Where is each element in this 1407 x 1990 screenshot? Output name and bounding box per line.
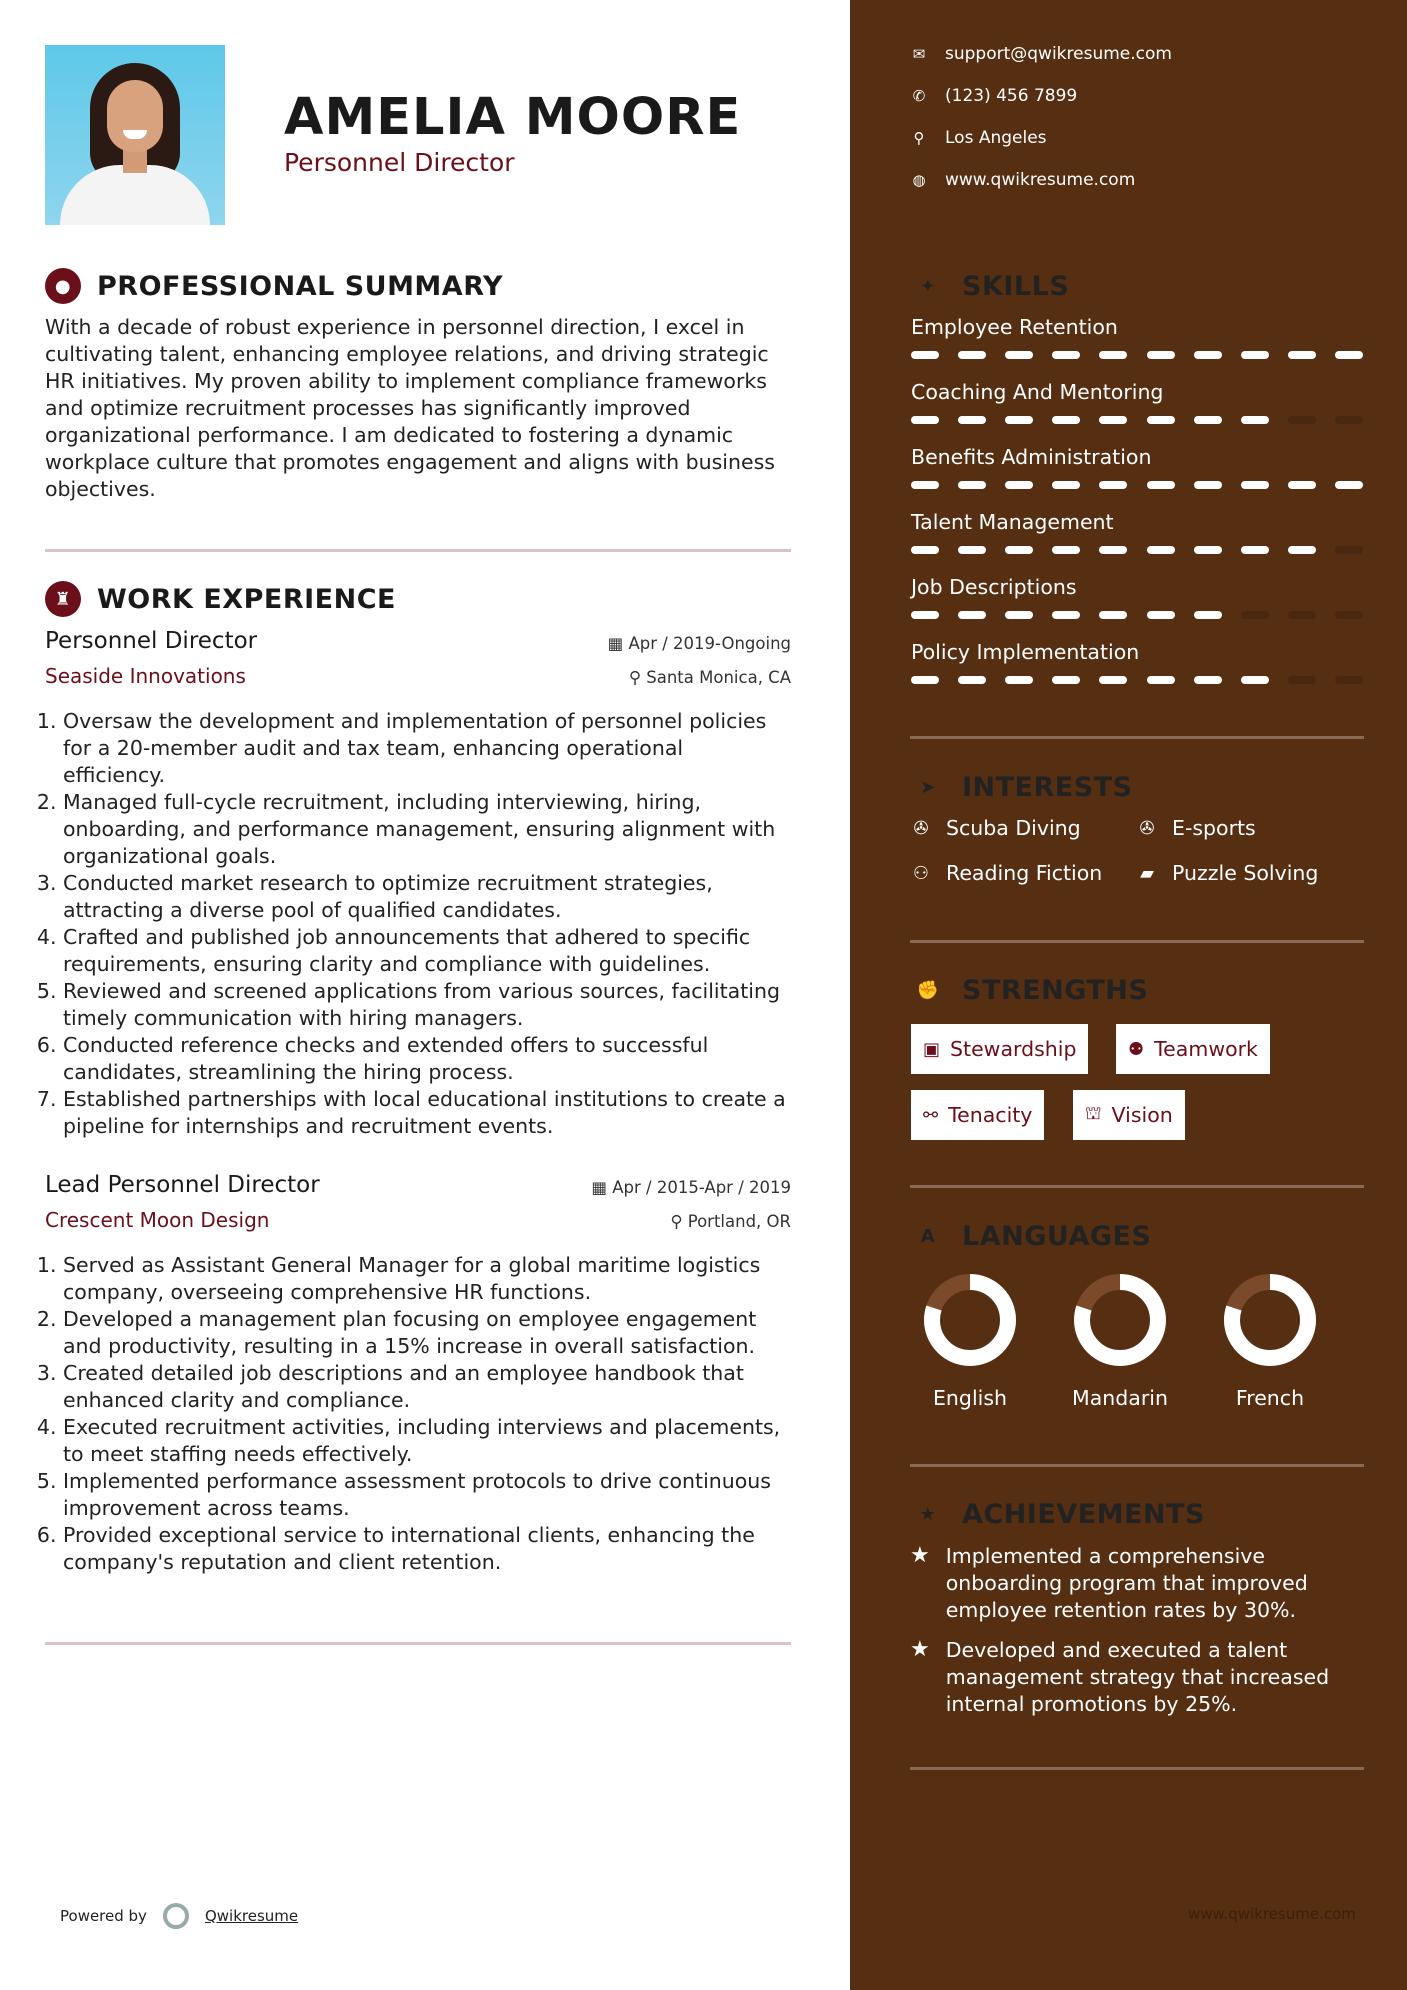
experience-heading-label: WORK EXPERIENCE xyxy=(97,583,396,615)
interests-heading xyxy=(910,769,1133,805)
skill-label: Employee Retention xyxy=(911,315,1118,339)
skill-rating-dot xyxy=(911,416,939,424)
skill-rating-dot xyxy=(1194,611,1222,619)
skill-rating-dot xyxy=(958,546,986,554)
job-bullet: 3. Conducted market research to optimize recruitment strategies, attracting a diverse pool of qualified candidates. xyxy=(63,870,791,924)
phone-icon: ✆ xyxy=(912,87,926,105)
skill-label: Benefits Administration xyxy=(911,445,1152,469)
job-date-text: Apr / 2015-Apr / 2019 xyxy=(612,1178,791,1197)
job-bullets xyxy=(45,1252,791,1576)
achievements-heading xyxy=(910,1496,1205,1532)
interest-item xyxy=(910,816,1081,840)
interests-heading-label: INTERESTS xyxy=(962,771,1133,803)
job-bullet: 4. Crafted and published job announcements that adhered to specific requirements, ensuring clarity and compliance with guidelines. xyxy=(63,924,791,978)
skill-rating-dot xyxy=(1194,351,1222,359)
translate-icon: A xyxy=(920,1225,936,1247)
skill-item xyxy=(911,640,1363,684)
calendar-icon: ▦ xyxy=(591,1178,607,1197)
achievement-item xyxy=(910,1543,1360,1624)
skill-rating-dot xyxy=(1147,676,1175,684)
job-bullet: 5. Reviewed and screened applications from various sources, facilitating timely communication with hiring managers. xyxy=(63,978,791,1032)
skill-item xyxy=(911,380,1363,424)
contact-location-text: Los Angeles xyxy=(945,128,1047,148)
powered-by xyxy=(60,1903,298,1929)
achievement-text: Implemented a comprehensive onboarding program that improved employee retention rates by 30%. xyxy=(945,1544,1308,1622)
skill-rating-dot xyxy=(1194,546,1222,554)
skill-rating-dot xyxy=(1052,676,1080,684)
skill-rating-dot xyxy=(1335,676,1363,684)
skill-rating-dot xyxy=(1288,351,1316,359)
summary-text: With a decade of robust experience in personnel direction, I excel in cultivating talent, enhancing employee relations, and driving strategic HR initiatives. My proven ability to implement compliance frameworks and optimize recruitment processes has significantly improved organizational performance. I am dedicated to fostering a dynamic workplace culture that promotes engagement and aligns with business objectives. xyxy=(45,315,775,501)
job-title: Personnel Director xyxy=(45,628,258,654)
job-bullet: 1. Oversaw the development and implementation of personnel policies for a 20-member audit and tax team, enhancing operational efficiency. xyxy=(63,708,791,789)
skill-rating-dot xyxy=(911,351,939,359)
achievement-item xyxy=(910,1637,1360,1718)
skill-rating-dot xyxy=(1147,546,1175,554)
skill-rating-dot xyxy=(1099,676,1127,684)
skills-heading-label: SKILLS xyxy=(962,270,1070,302)
globe-icon: ◍ xyxy=(912,171,926,189)
skill-rating xyxy=(911,481,1363,489)
skill-label: Talent Management xyxy=(911,510,1114,534)
job-bullets xyxy=(45,708,791,1140)
skill-rating-dot xyxy=(1194,481,1222,489)
skill-rating-dot xyxy=(1288,546,1316,554)
job-location xyxy=(629,668,791,687)
skill-rating-dot xyxy=(1147,416,1175,424)
divider xyxy=(910,940,1364,943)
language-item xyxy=(1055,1272,1185,1410)
skill-rating-dot xyxy=(1335,611,1363,619)
company-name: Crescent Moon Design xyxy=(45,1208,270,1232)
divider xyxy=(45,1642,791,1645)
job-bullet: 7. Established partnerships with local educational institutions to create a pipeline for internships and recruitment events. xyxy=(63,1086,791,1140)
skills-heading xyxy=(910,268,1069,304)
skill-label: Policy Implementation xyxy=(911,640,1140,664)
skill-rating-dot xyxy=(958,416,986,424)
fist-icon: ✊ xyxy=(916,979,940,1001)
qwikresume-logo-icon xyxy=(163,1903,189,1929)
skill-rating-dot xyxy=(1241,351,1269,359)
contact-website-text: www.qwikresume.com xyxy=(945,170,1136,190)
skill-label: Coaching And Mentoring xyxy=(911,380,1164,404)
skill-rating xyxy=(911,611,1363,619)
skill-rating-dot xyxy=(1288,481,1316,489)
job-bullet: 2. Managed full-cycle recruitment, including interviewing, hiring, onboarding, and performance management, ensuring alignment with organizational goals. xyxy=(63,789,791,870)
brand-link[interactable]: Qwikresume xyxy=(204,1907,299,1925)
achievement-text: Developed and executed a talent management strategy that increased internal promotions by 25%. xyxy=(945,1638,1330,1716)
interest-item xyxy=(910,861,1102,885)
skill-rating-dot xyxy=(1147,611,1175,619)
contact-email-text: support@qwikresume.com xyxy=(945,44,1172,64)
skill-rating-dot xyxy=(911,481,939,489)
skill-rating xyxy=(911,416,1363,424)
skill-rating-dot xyxy=(1052,416,1080,424)
job-entry xyxy=(45,1172,791,1576)
language-item xyxy=(1205,1272,1335,1410)
contact-phone[interactable] xyxy=(910,86,1077,106)
strength-badge xyxy=(1116,1024,1270,1074)
language-ring xyxy=(1222,1272,1318,1368)
paper-plane-icon: ➤ xyxy=(920,776,936,798)
experience-heading xyxy=(45,581,396,617)
divider xyxy=(910,1185,1364,1188)
gamepad-icon: ⚇ xyxy=(912,862,930,884)
skill-rating-dot xyxy=(911,546,939,554)
footer-url[interactable]: www.qwikresume.com xyxy=(1188,1905,1356,1923)
user-icon: ● xyxy=(45,268,81,304)
skill-rating-dot xyxy=(1335,546,1363,554)
skill-rating-dot xyxy=(911,611,939,619)
skill-item xyxy=(911,445,1363,489)
skill-rating-dot xyxy=(1241,611,1269,619)
star-badge-icon: ★ xyxy=(919,1503,937,1525)
skill-rating-dot xyxy=(1005,416,1033,424)
language-ring xyxy=(922,1272,1018,1368)
job-location xyxy=(670,1212,791,1231)
strengths-heading xyxy=(910,972,1148,1008)
interest-label: E-sports xyxy=(1172,816,1256,840)
skill-rating-dot xyxy=(1099,351,1127,359)
strength-label: Teamwork xyxy=(1154,1037,1258,1061)
job-location-text: Portland, OR xyxy=(687,1212,791,1231)
skill-rating-dot xyxy=(958,351,986,359)
skill-rating-dot xyxy=(1005,611,1033,619)
skill-rating-dot xyxy=(1052,546,1080,554)
skill-label: Job Descriptions xyxy=(911,575,1077,599)
skill-rating-dot xyxy=(1147,351,1175,359)
job-location-text: Santa Monica, CA xyxy=(646,668,791,687)
skill-rating-dot xyxy=(958,676,986,684)
interest-label: Scuba Diving xyxy=(946,816,1081,840)
language-label: English xyxy=(932,1386,1008,1410)
skill-rating-dot xyxy=(1005,546,1033,554)
link-icon: ⚯ xyxy=(923,1104,939,1126)
skill-rating-dot xyxy=(1241,481,1269,489)
binoculars-icon: ⛫ xyxy=(1085,1103,1102,1124)
skill-rating-dot xyxy=(1288,416,1316,424)
divider xyxy=(910,1767,1364,1770)
lifebuoy-icon: ✇ xyxy=(913,817,929,839)
job-date xyxy=(591,1178,791,1197)
job-bullet: 1. Served as Assistant General Manager for a global maritime logistics company, overseeing comprehensive HR functions. xyxy=(63,1252,791,1306)
pin-icon: ⚲ xyxy=(628,668,642,687)
skill-rating-dot xyxy=(958,481,986,489)
lightbulb-icon: ✦ xyxy=(920,275,936,297)
skill-rating xyxy=(911,546,1363,554)
skill-rating-dot xyxy=(1099,416,1127,424)
interest-item xyxy=(1136,816,1256,840)
pin-icon: ⚲ xyxy=(670,1212,683,1231)
skill-rating-dot xyxy=(1335,416,1363,424)
job-title: Lead Personnel Director xyxy=(45,1172,320,1198)
skill-rating-dot xyxy=(1194,416,1222,424)
star-icon: ★ xyxy=(910,1543,930,1568)
skill-rating-dot xyxy=(1052,351,1080,359)
language-item xyxy=(905,1272,1035,1410)
contact-email[interactable] xyxy=(910,44,1172,64)
languages-heading-label: LANGUAGES xyxy=(962,1220,1152,1252)
job-entry xyxy=(45,628,791,1140)
powered-label: Powered by xyxy=(60,1907,147,1925)
languages-heading xyxy=(910,1218,1151,1254)
skill-rating xyxy=(911,351,1363,359)
lifebuoy-icon: ✇ xyxy=(1139,817,1155,839)
candidate-title: Personnel Director xyxy=(284,148,515,177)
job-bullet: 6. Provided exceptional service to international clients, enhancing the company's reputation and client retention. xyxy=(63,1522,791,1576)
skill-rating-dot xyxy=(958,611,986,619)
job-bullet: 4. Executed recruitment activities, including interviews and placements, to meet staffing needs effectively. xyxy=(63,1414,791,1468)
contact-phone-text: (123) 456 7899 xyxy=(945,86,1078,106)
skill-rating-dot xyxy=(1147,481,1175,489)
book-icon: ▰ xyxy=(1140,862,1154,884)
interest-label: Puzzle Solving xyxy=(1172,861,1319,885)
job-date-text: Apr / 2019-Ongoing xyxy=(628,634,791,653)
job-bullet: 6. Conducted reference checks and extended offers to successful candidates, streamlining the hiring process. xyxy=(63,1032,791,1086)
skill-rating-dot xyxy=(1241,676,1269,684)
divider xyxy=(910,1464,1364,1467)
briefcase-icon: ▣ xyxy=(923,1038,941,1060)
star-icon: ★ xyxy=(910,1637,930,1662)
skill-rating-dot xyxy=(911,676,939,684)
contact-location xyxy=(910,128,1047,148)
job-bullet: 5. Implemented performance assessment protocols to drive continuous improvement across teams. xyxy=(63,1468,791,1522)
language-label: French xyxy=(1235,1386,1305,1410)
skill-rating-dot xyxy=(1241,416,1269,424)
skill-rating-dot xyxy=(1194,676,1222,684)
mail-icon: ✉ xyxy=(912,45,926,63)
skill-rating-dot xyxy=(1099,546,1127,554)
skill-item xyxy=(911,575,1363,619)
interest-item xyxy=(1136,861,1318,885)
skill-rating-dot xyxy=(1005,351,1033,359)
contact-website[interactable] xyxy=(910,170,1135,190)
strength-badge xyxy=(911,1090,1044,1140)
chair-icon: ♜ xyxy=(45,581,81,617)
job-bullet: 3. Created detailed job descriptions and an employee handbook that enhanced clarity and compliance. xyxy=(63,1360,791,1414)
achievements-heading-label: ACHIEVEMENTS xyxy=(962,1498,1205,1530)
skill-rating-dot xyxy=(1005,676,1033,684)
candidate-name: AMELIA MOORE xyxy=(284,88,742,147)
company-name: Seaside Innovations xyxy=(45,664,246,688)
language-ring xyxy=(1072,1272,1168,1368)
strength-label: Stewardship xyxy=(950,1037,1077,1061)
profile-photo xyxy=(45,45,225,225)
divider xyxy=(45,549,791,552)
skill-rating-dot xyxy=(1335,481,1363,489)
skill-rating-dot xyxy=(1288,611,1316,619)
job-date xyxy=(608,634,791,653)
skill-rating-dot xyxy=(1099,481,1127,489)
skill-rating-dot xyxy=(1335,351,1363,359)
summary-heading-label: PROFESSIONAL SUMMARY xyxy=(97,270,504,302)
strengths-heading-label: STRENGTHS xyxy=(962,974,1149,1006)
strength-badge xyxy=(1073,1090,1185,1140)
skill-item xyxy=(911,315,1363,359)
users-icon: ⚉ xyxy=(1128,1038,1145,1060)
location-icon: ⚲ xyxy=(913,129,925,147)
strength-label: Tenacity xyxy=(948,1103,1033,1127)
interest-label: Reading Fiction xyxy=(946,861,1103,885)
skill-item xyxy=(911,510,1363,554)
skill-rating-dot xyxy=(1099,611,1127,619)
calendar-icon: ▦ xyxy=(607,634,624,653)
skill-rating-dot xyxy=(1005,481,1033,489)
language-label: Mandarin xyxy=(1072,1386,1168,1410)
divider xyxy=(910,736,1364,739)
skill-rating-dot xyxy=(1288,676,1316,684)
skill-rating-dot xyxy=(1052,611,1080,619)
summary-heading xyxy=(45,268,503,304)
strength-label: Vision xyxy=(1111,1103,1173,1127)
strength-badge xyxy=(911,1024,1088,1074)
skill-rating-dot xyxy=(1241,546,1269,554)
skill-rating xyxy=(911,676,1363,684)
job-bullet: 2. Developed a management plan focusing on employee engagement and productivity, resulting in a 15% increase in overall satisfaction. xyxy=(63,1306,791,1360)
skill-rating-dot xyxy=(1052,481,1080,489)
